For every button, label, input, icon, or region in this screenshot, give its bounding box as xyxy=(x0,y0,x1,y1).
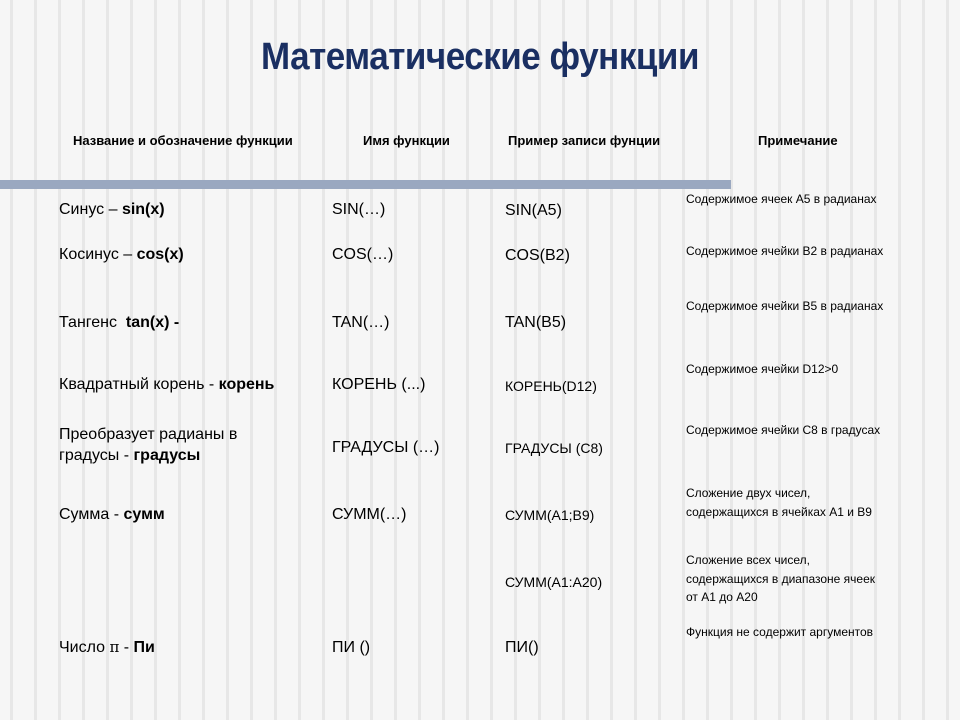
row-pi-function: ПИ () xyxy=(332,639,371,656)
row-tan-function: TAN(…) xyxy=(332,314,390,331)
row-sqrt-example: КОРЕНЬ(D12) xyxy=(505,378,597,394)
row-cos-example: COS(B2) xyxy=(505,247,570,264)
pi-symbol: π xyxy=(109,638,120,656)
header-example: Пример записи фунции xyxy=(508,133,661,148)
row-sin-example: SIN(A5) xyxy=(505,202,562,219)
row-sin-name: Синус – sin(x) xyxy=(59,201,165,218)
row-tan-note: Содержимое ячейки В5 в радианах xyxy=(686,299,884,313)
row-cos-note: Содержимое ячейки В2 в радианах xyxy=(686,244,884,258)
header-divider xyxy=(0,180,731,189)
row-sqrt-name: Квадратный корень - корень xyxy=(59,376,275,393)
row-sum-name: Сумма - сумм xyxy=(59,506,165,523)
row-tan-name: Тангенс tan(x) - xyxy=(59,314,180,331)
row-sum-function: СУММ(…) xyxy=(332,506,407,523)
header-name: Название и обозначение функции xyxy=(73,133,293,148)
row-sum-example: СУММ(A1;B9) xyxy=(505,507,595,523)
row-tan-example: TAN(B5) xyxy=(505,314,567,331)
row-sum-range-note: Сложение всех чисел, содержащихся в диапазоне ячеек от А1 до А20 xyxy=(686,553,876,605)
row-sin-function: SIN(…) xyxy=(332,201,386,218)
row-cos-function: COS(…) xyxy=(332,246,394,263)
page-title: Математические функции xyxy=(261,36,699,78)
row-degrees-name: Преобразует радианы в градусы - градусы xyxy=(59,426,238,464)
row-pi-example: ПИ() xyxy=(505,639,539,656)
row-sqrt-function: КОРЕНЬ (...) xyxy=(332,376,426,393)
row-degrees-function: ГРАДУСЫ (…) xyxy=(332,439,440,456)
row-sum-range-example: СУММ(A1:A20) xyxy=(505,574,603,590)
row-cos-name: Косинус – cos(x) xyxy=(59,246,184,263)
row-pi-note: Функция не содержит аргументов xyxy=(686,625,874,639)
header-function: Имя функции xyxy=(363,133,450,148)
row-degrees-example: ГРАДУСЫ (C8) xyxy=(505,440,603,456)
row-sum-note: Сложение двух чисел, содержащихся в ячейках А1 и В9 xyxy=(686,486,872,519)
row-sin-note: Содержимое ячеек А5 в радианах xyxy=(686,192,877,206)
row-degrees-note: Содержимое ячейки С8 в градусах xyxy=(686,423,881,437)
row-sqrt-note: Содержимое ячейки D12>0 xyxy=(686,362,839,376)
row-pi-name: Число π - Пи xyxy=(59,638,155,656)
header-note: Примечание xyxy=(758,133,838,148)
